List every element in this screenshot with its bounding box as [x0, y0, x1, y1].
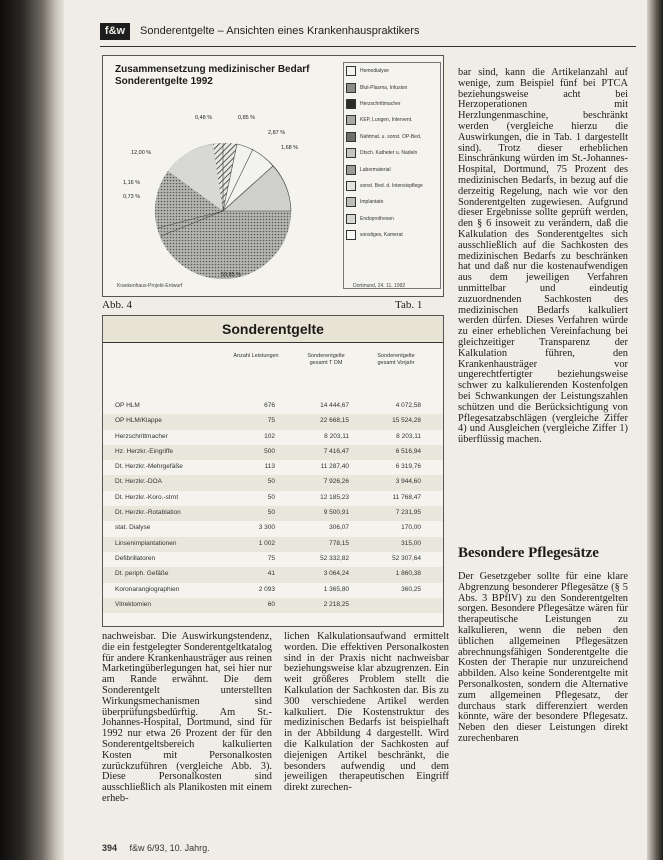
pie-label: 59,85 %: [221, 272, 242, 278]
figure-note: Krankenhaus-Projekt-Entwurf: [117, 283, 183, 289]
table-cell-a: 2 093: [258, 585, 275, 593]
legend-label: KEP, Lungen, Intervent.: [360, 117, 413, 124]
legend-label: Blut-Plasma, Infusion: [360, 84, 408, 91]
table-cell-b: 7 416,47: [323, 447, 349, 455]
page-edge-shadow: [647, 0, 663, 860]
legend-item: [344, 79, 440, 95]
figure-title-line1: Zusammensetzung medizinischer Bedarf: [115, 64, 310, 75]
table-header: [103, 343, 443, 399]
table-cell-b: 7 926,26: [323, 478, 349, 486]
table-row: [103, 552, 443, 567]
table-cell-b: 22 668,15: [320, 417, 349, 425]
journal-logo: f&w: [100, 23, 130, 40]
header-title: Sonderentgelte – Ansichten eines Krankenhauspraktikers: [140, 25, 420, 37]
table-cell-name: Koronarangiographien: [115, 585, 180, 593]
table-cell-name: Dt. Herzkr.-Mehrgefäße: [115, 463, 183, 471]
legend-swatch: [346, 115, 356, 125]
legend-swatch: [346, 230, 356, 240]
paragraph: lichen Kalkulationsaufwand ermittelt worden. Die effektiven Personalkosten sind in der Praxis nicht nachweisbar beziehungsweise klar abzugrenzen. Ein weit größeres Problem stellt die Kalkulation der Sachkosten dar. Bis zu 300 verschiedene Artikel werden kalkuliert. Die Kostenstruktur des medizinischen Bedarfs ist beispielhaft in der Abbildung 4 dargestellt. Wird die Kalkulation der Sachkosten auf diejenigen Artikel beschränkt, die besonders aufwendig und dem jeweiligen therapeutischen Eingriff direkt zurechen-: [284, 631, 449, 794]
figure-title-line2: Sonderentgelte 1992: [115, 76, 213, 87]
legend-item: [344, 161, 440, 177]
table-cell-a: 50: [267, 478, 275, 486]
legend-swatch: [346, 197, 356, 207]
text-column-middle: [284, 632, 449, 840]
column-header-count: Anzahl Leistungen: [233, 353, 279, 359]
table-cell-b: 1 365,80: [323, 585, 349, 593]
legend-label: Herzschrittmacher: [360, 100, 401, 107]
table-cell-c: 3 944,60: [395, 478, 421, 486]
table-cell-a: 500: [264, 447, 275, 455]
legend-label: sonstiges, Kamerat: [360, 232, 403, 239]
table-cell-name: Dt. Herzkr.-DOA: [115, 478, 162, 486]
table-cell-a: 676: [264, 402, 275, 409]
table-cell-name: Linsenimplantationen: [115, 539, 177, 547]
table-cell-b: 9 500,91: [323, 509, 349, 517]
table-row: [103, 506, 443, 521]
text-column-left: [102, 632, 272, 840]
table-cell-b: 778,15: [329, 539, 349, 547]
legend-swatch: [346, 132, 356, 142]
text-column-right-top: [458, 68, 628, 538]
table-row: [103, 567, 443, 582]
table-cell-name: stat. Dialyse: [115, 524, 151, 532]
legend-label: Endoprothesen: [360, 215, 394, 222]
table-row: [103, 430, 443, 445]
table-row: [103, 445, 443, 460]
table-sonderentgelte: [102, 315, 444, 627]
page-number: 394: [102, 843, 118, 853]
figure-legend: [343, 62, 441, 289]
legend-swatch: [346, 214, 356, 224]
table-cell-b: 12 185,23: [320, 493, 349, 501]
table-cell-a: 50: [267, 509, 275, 517]
table-row: [103, 537, 443, 552]
legend-item: [344, 129, 440, 145]
journal-reference: f&w 6/93, 10. Jahrg.: [129, 843, 210, 853]
table-cell-c: 11 768,47: [392, 493, 421, 501]
legend-item: [344, 178, 440, 194]
legend-swatch: [346, 148, 356, 158]
pie-label: 0,73 %: [123, 194, 141, 200]
table-cell-b: 306,07: [329, 524, 349, 532]
book-binding-shadow: [0, 0, 64, 860]
table-cell-c: 8 203,11: [396, 432, 421, 440]
pie-label: 2,87 %: [268, 130, 286, 136]
table-cell-c: 6 516,94: [395, 447, 421, 455]
table-row: [103, 475, 443, 490]
legend-label: Hemodialyse: [360, 68, 389, 75]
legend-item: [344, 145, 440, 161]
table-cell-a: 75: [267, 417, 275, 425]
figure-pie-chart: [102, 55, 444, 297]
table-row: [103, 399, 443, 414]
table-cell-name: OP HLM/Klappe: [115, 417, 162, 425]
legend-swatch: [346, 181, 356, 191]
legend-label: Dtsch. Katheter u. Nadeln: [360, 150, 418, 157]
paragraph: Der Gesetzgeber sollte für eine klare Abgrenzung besonderer Pflegesätze (§ 5 Abs. 3 BPflV) zu den Sonderentgelten sorgen. Besondere Pflegesätze wären für therapeutische Leistungen zu kalkulieren, wenn die neben den üblichen allgemeinen Pflegesätzen abrechnungsfähigen Sonderentgelte die Kosten der Therapie nur unzureichend abbilden. Also keine Sonderentgelte mit Personalkosten, sondern die Alternative zum allgemeinen Pflegesatz, der durchaus stark differenziert werden könnte, wäre der besondere Pflegesatz. Neben den dieser Leistungen direkt zurechenbaren: [458, 571, 628, 744]
table-cell-a: 1 002: [258, 539, 275, 547]
legend-swatch: [346, 165, 356, 175]
table-row: [103, 414, 443, 429]
table-row: [103, 521, 443, 536]
legend-item: [344, 227, 440, 243]
pie-label: 12,00 %: [131, 150, 152, 156]
pie-label: 1,16 %: [123, 180, 141, 186]
table-caption: Tab. 1: [395, 299, 423, 311]
table-cell-b: 14 444,67: [320, 402, 349, 409]
table-cell-a: 41: [267, 570, 275, 578]
legend-label: Labormaterial: [360, 166, 391, 173]
page-footer: [102, 843, 210, 853]
table-cell-b: 2 218,25: [323, 600, 349, 608]
section-heading: Besondere Pflegesätze: [458, 545, 599, 561]
table-cell-b: 52 332,82: [320, 554, 349, 562]
legend-swatch: [346, 83, 356, 93]
table-cell-name: Defibrillatoren: [115, 554, 156, 562]
pie-label: 0,85 %: [238, 115, 256, 121]
legend-item: [344, 194, 440, 210]
table-cell-a: 102: [264, 432, 275, 440]
pie-label: 1,68 %: [281, 145, 299, 151]
table-cell-c: 4 072,58: [395, 402, 421, 409]
legend-label: sonst. Bed. d. Intensivpflege: [360, 182, 423, 189]
table-cell-c: 315,00: [401, 539, 421, 547]
table-cell-a: 113: [264, 463, 275, 471]
table-cell-c: 7 231,95: [395, 509, 421, 517]
table-cell-c: 170,00: [401, 524, 421, 532]
table-cell-a: 60: [267, 600, 275, 608]
pie-label: 0,48 %: [195, 115, 213, 121]
table-cell-c: 6 319,76: [395, 463, 421, 471]
table-cell-b: 11 287,40: [320, 463, 349, 471]
legend-label: Nahtmat. u. sonst. OP-Bed.: [360, 133, 422, 140]
table-cell-name: Dt. Herzkr.-Koro.-strnt: [115, 493, 179, 501]
running-header: [100, 20, 636, 47]
table-cell-name: Hz. Herzkr.-Eingriffe: [115, 447, 174, 455]
table-cell-c: 15 524,28: [392, 417, 421, 425]
table-body: [103, 399, 443, 613]
pie-chart: [103, 56, 343, 296]
legend-item: [344, 63, 440, 79]
table-cell-a: 75: [267, 554, 275, 562]
legend-item: [344, 211, 440, 227]
table-cell-name: Herzschrittmacher: [115, 432, 168, 440]
paragraph: bar sind, kann die Artikelanzahl auf wenige, zum Beispiel fünf bei PTCA beziehungsweise acht bei Herzoperationen mit Herzlungenmaschine, beschränkt werden (vergleiche hierzu die Auswirkungen, die in Tab. 1 dargestellt sind). Trotz dieser erheblichen Einschränkung würden im St.-Johannes-Hospital, Dortmund, 75 Prozent des medizinischen Bedarfs, in bezug auf die derzeitig Regelung, nach wie vor den Sonderentgelten zugewiesen. Aufgrund dieser Ergebnisse sollte geprüft werden, den § 6 insoweit zu verändern, daß die Kalkulation des Sonderentgeltes sich ausschließlich auf die Sachkosten des medizinischen Bedarfs zu beschränken hat und daß nur die kostenaufwendigen aus dem jeweiligen Verfahren unmittelbar und eindeutig zuzuordnenden Sachkosten des medizinischen Bedarfs kalkuliert werden dürfen. Dieses Verfahren würde zu einer erheblichen Vereinfachung bei gleichzeitiger Transparenz der Kalkulation führen, den Krankenhausträger vor ungerechtfertigter beziehungsweise schwer zu kalkulierenden Kostenfolgen bei Schwankungen der Leistungszahlen schützen und die Berücksichtigung von Pflegesatzabschlägen (vergleiche Ziffer 4) und Ausgleichen (vergleiche Ziffer 1) überflüssig machen.: [458, 67, 628, 446]
table-cell-name: Dt. Herzkr.-Rotablation: [115, 509, 181, 517]
table-cell-name: OP HLM: [115, 402, 140, 409]
table-title: Sonderentgelte: [103, 316, 443, 343]
legend-item: [344, 112, 440, 128]
table-row: [103, 460, 443, 475]
table-row: [103, 583, 443, 598]
column-header-total: Sonderentgelte gesamt T DM: [307, 353, 345, 366]
paragraph: nachweisbar. Die Auswirkungstendenz, die ein festgelegter Sonderentgeltkatalog für andere Krankenhausträger aus reinen Marketingüberlegungen hat, sei hier nur am Rande erwähnt. Die dem Sonderentgelt unterstellten Wirkungsmechanismen sind überprüfungsbedürftig. Am St.-Johannes-Hospital, Dortmund, sind für 1992 nur etwa 26 Prozent der für den Sonderentgeltsbereich kalkulierten Kosten mit Personalkosten zurückzuführen (vergleiche Abb. 3). Diese Personalkosten sind ausschließlich als Planikosten mit einem erheb-: [102, 631, 272, 804]
table-row: [103, 598, 443, 613]
table-cell-b: 8 203,11: [324, 432, 349, 440]
table-cell-c: 1 860,38: [395, 570, 421, 578]
table-cell-name: Vitrektomien: [115, 600, 152, 608]
figure-date: Dortmund, 24. 11. 1992: [353, 283, 406, 289]
figure-caption: Abb. 4: [102, 299, 132, 311]
table-cell-c: 52 307,64: [392, 554, 421, 562]
table-cell-a: 50: [267, 493, 275, 501]
table-cell-b: 3 064,24: [323, 570, 349, 578]
column-header-previous: Sonderentgelte gesamt Vorjahr: [377, 353, 415, 366]
table-cell-c: 360,25: [401, 585, 421, 593]
table-row: [103, 491, 443, 506]
legend-swatch: [346, 99, 356, 109]
table-cell-a: 3 300: [258, 524, 275, 532]
table-cell-name: Dt. periph. Gefäße: [115, 570, 169, 578]
legend-swatch: [346, 66, 356, 76]
legend-label: Implantate: [360, 199, 384, 206]
legend-item: [344, 96, 440, 112]
text-column-right-bottom: [458, 572, 628, 840]
